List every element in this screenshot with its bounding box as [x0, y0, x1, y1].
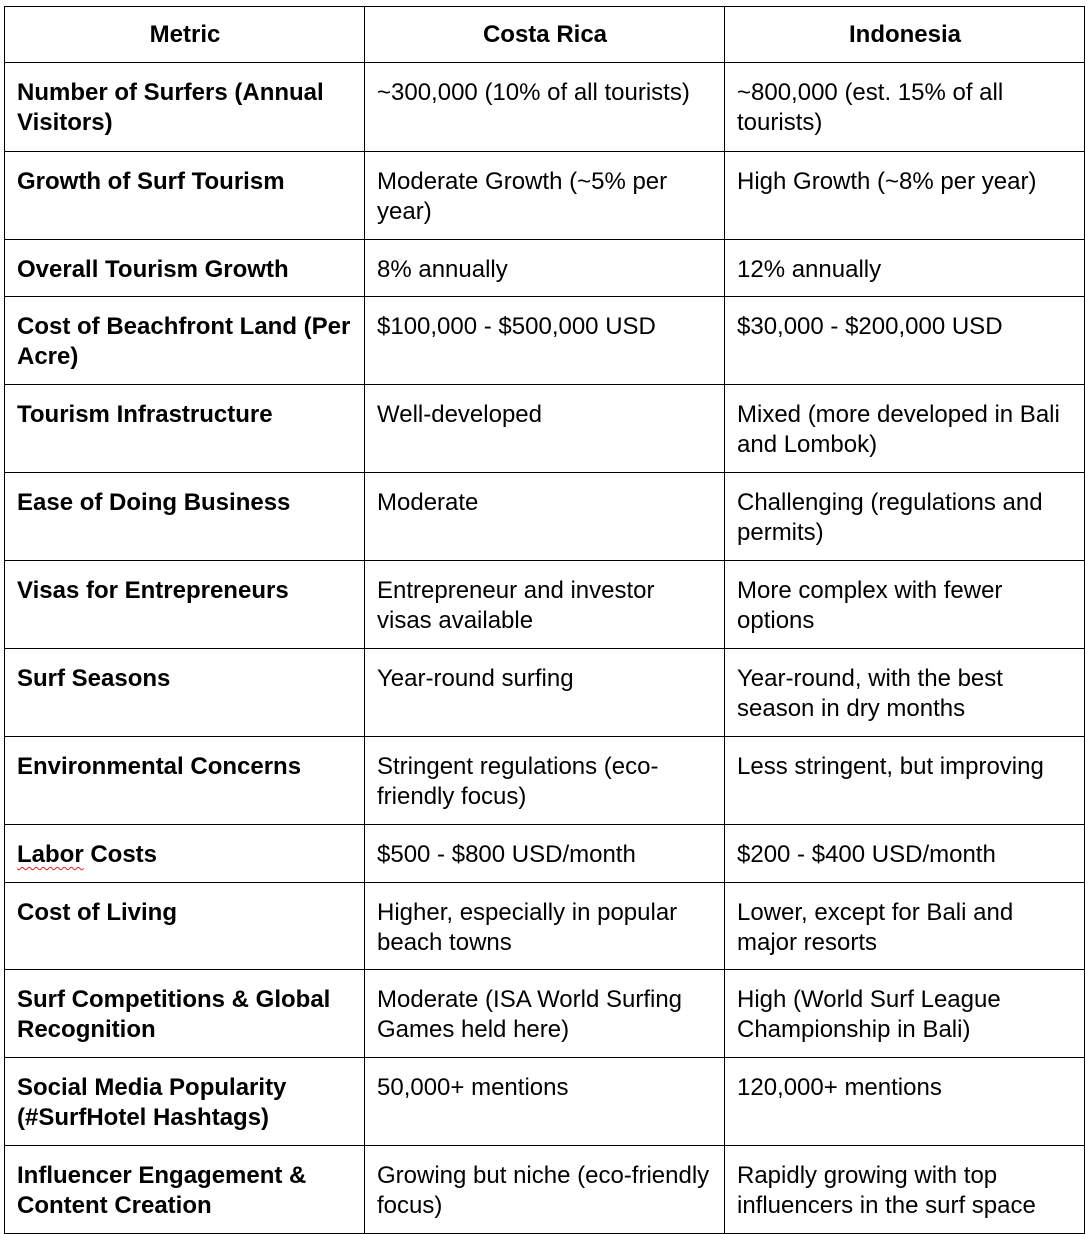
indonesia-cell: Less stringent, but improving [725, 737, 1085, 825]
table-row [5, 649, 1085, 737]
metric-cell: Tourism Infrastructure [5, 385, 365, 473]
indonesia-cell: High Growth (~8% per year) [725, 152, 1085, 240]
table-row [5, 825, 1085, 883]
table-row [5, 561, 1085, 649]
table-row [5, 385, 1085, 473]
table-row [5, 297, 1085, 385]
metric-cell: Overall Tourism Growth [5, 240, 365, 297]
metric-cell [5, 825, 365, 883]
header-metric: Metric [5, 7, 365, 63]
table-row [5, 473, 1085, 561]
indonesia-cell: 120,000+ mentions [725, 1058, 1085, 1146]
table-row [5, 152, 1085, 240]
costa-rica-cell: Higher, especially in popular beach towns [365, 883, 725, 970]
metric-cell: Social Media Popularity (#SurfHotel Hashtags) [5, 1058, 365, 1146]
costa-rica-cell: Moderate Growth (~5% per year) [365, 152, 725, 240]
metric-cell: Surf Competitions & Global Recognition [5, 970, 365, 1058]
indonesia-cell: ~800,000 (est. 15% of all tourists) [725, 63, 1085, 152]
metric-cell: Ease of Doing Business [5, 473, 365, 561]
metric-cell: Influencer Engagement & Content Creation [5, 1146, 365, 1234]
indonesia-cell: Challenging (regulations and permits) [725, 473, 1085, 561]
metric-cell: Visas for Entrepreneurs [5, 561, 365, 649]
indonesia-cell: Lower, except for Bali and major resorts [725, 883, 1085, 970]
comparison-table [4, 6, 1085, 1234]
costa-rica-cell: 8% annually [365, 240, 725, 297]
metric-cell: Growth of Surf Tourism [5, 152, 365, 240]
costa-rica-cell: Well-developed [365, 385, 725, 473]
indonesia-cell: Rapidly growing with top influencers in the surf space [725, 1146, 1085, 1234]
metric-cell: Environmental Concerns [5, 737, 365, 825]
table-row [5, 240, 1085, 297]
costa-rica-cell: Stringent regulations (eco-friendly focus) [365, 737, 725, 825]
table-row [5, 1058, 1085, 1146]
indonesia-cell: $200 - $400 USD/month [725, 825, 1085, 883]
metric-text: Costs [83, 841, 158, 868]
costa-rica-cell: Moderate (ISA World Surfing Games held here) [365, 970, 725, 1058]
table-row [5, 883, 1085, 970]
indonesia-cell: $30,000 - $200,000 USD [725, 297, 1085, 385]
table-row [5, 970, 1085, 1058]
metric-cell: Surf Seasons [5, 649, 365, 737]
header-indonesia: Indonesia [725, 7, 1085, 63]
indonesia-cell: More complex with fewer options [725, 561, 1085, 649]
indonesia-cell: 12% annually [725, 240, 1085, 297]
costa-rica-cell: Year-round surfing [365, 649, 725, 737]
costa-rica-cell: Growing but niche (eco-friendly focus) [365, 1146, 725, 1234]
table-row [5, 1146, 1085, 1234]
costa-rica-cell: Moderate [365, 473, 725, 561]
table-row [5, 63, 1085, 152]
misspelled-word: Labor [17, 841, 84, 868]
indonesia-cell: Year-round, with the best season in dry months [725, 649, 1085, 737]
table-row [5, 737, 1085, 825]
header-costa-rica: Costa Rica [365, 7, 725, 63]
costa-rica-cell: 50,000+ mentions [365, 1058, 725, 1146]
indonesia-cell: High (World Surf League Championship in Bali) [725, 970, 1085, 1058]
header-row [5, 7, 1085, 63]
costa-rica-cell: $100,000 - $500,000 USD [365, 297, 725, 385]
costa-rica-cell: ~300,000 (10% of all tourists) [365, 63, 725, 152]
costa-rica-cell: Entrepreneur and investor visas available [365, 561, 725, 649]
metric-cell: Cost of Living [5, 883, 365, 970]
metric-cell: Cost of Beachfront Land (Per Acre) [5, 297, 365, 385]
metric-cell: Number of Surfers (Annual Visitors) [5, 63, 365, 152]
indonesia-cell: Mixed (more developed in Bali and Lombok) [725, 385, 1085, 473]
costa-rica-cell: $500 - $800 USD/month [365, 825, 725, 883]
